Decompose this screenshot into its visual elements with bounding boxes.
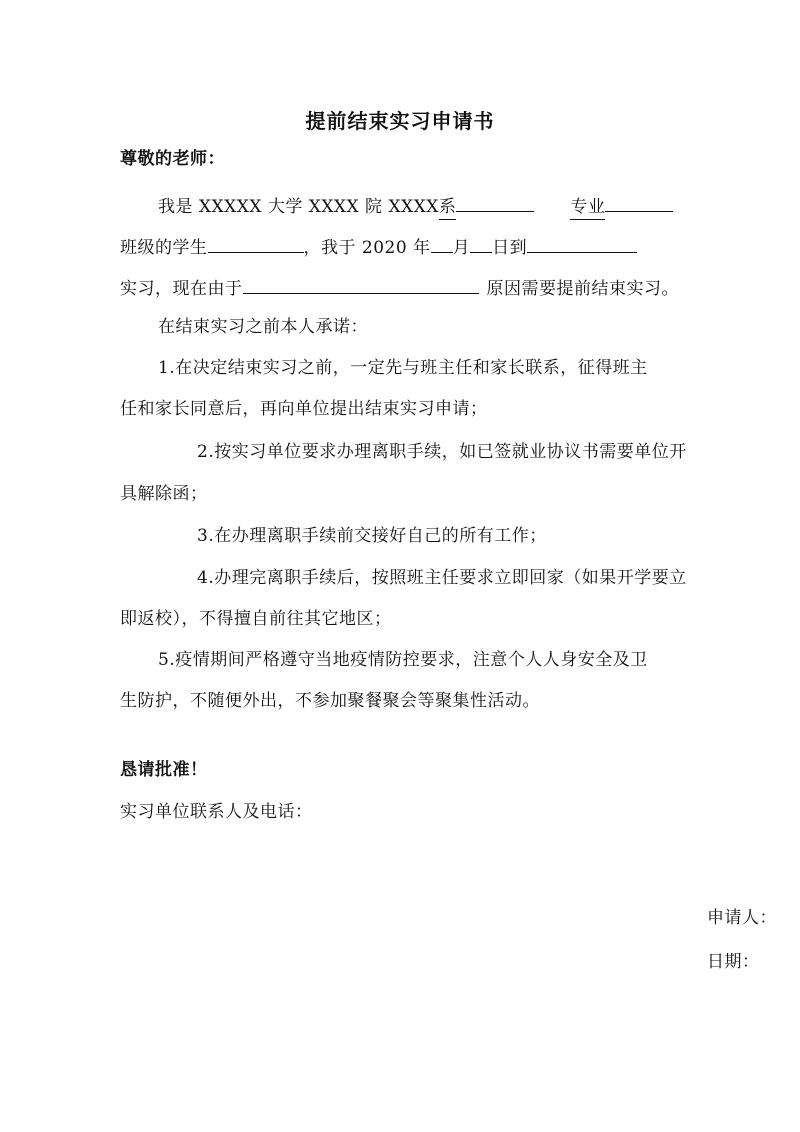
intro-line-1 bbox=[158, 191, 673, 220]
closing-request: 恳请批准！ bbox=[120, 760, 208, 780]
promise-heading: 在结束实习之前本人承诺： bbox=[158, 317, 368, 337]
contact-label: 实习单位联系人及电话： bbox=[120, 802, 313, 822]
reason-prefix: 实习，现在由于 bbox=[120, 279, 243, 299]
month-label: 月 bbox=[452, 238, 471, 258]
department-suffix: 系 bbox=[439, 195, 457, 220]
class-blank bbox=[208, 232, 304, 253]
document-title: 提前结束实习申请书 bbox=[305, 109, 495, 133]
reason-blank bbox=[243, 273, 479, 294]
major-blank bbox=[605, 191, 673, 212]
promise-item-2-line-1: 2.按实习单位要求办理离职手续，如已签就业协议书需要单位开 bbox=[197, 442, 687, 462]
promise-item-4-line-2: 即返校），不得擅自前往其它地区； bbox=[120, 609, 392, 629]
applicant-label: 申请人： bbox=[707, 908, 777, 928]
promise-item-5-line-1: 5.疫情期间严格遵守当地疫情防控要求，注意个人人身安全及卫 bbox=[158, 650, 648, 670]
date-label: 日期： bbox=[707, 952, 760, 972]
year-text: ，我于 2020 年 bbox=[303, 238, 431, 258]
day-blank bbox=[470, 232, 492, 253]
salutation: 尊敬的老师： bbox=[120, 149, 225, 169]
promise-item-1-line-2: 任和家长同意后，再向单位提出结束实习申请； bbox=[120, 399, 488, 419]
intro-line-2 bbox=[120, 232, 637, 260]
intro-identity-text: 我是 XXXXX 大学 XXXX 院 XXXX bbox=[158, 197, 439, 217]
intro-line-3 bbox=[120, 273, 679, 301]
major-label: 专业 bbox=[570, 195, 605, 220]
department-blank bbox=[456, 191, 534, 212]
promise-item-4-line-1: 4.办理完离职手续后，按照班主任要求立即回家（如果开学要立 bbox=[197, 568, 687, 588]
class-label: 班级的学生 bbox=[120, 238, 208, 258]
reason-suffix: 原因需要提前结束实习。 bbox=[486, 279, 679, 299]
promise-item-5-line-2: 生防护，不随便外出，不参加聚餐聚会等聚集性活动。 bbox=[120, 691, 540, 711]
company-blank bbox=[527, 232, 637, 253]
promise-item-1-line-1: 1.在决定结束实习之前，一定先与班主任和家长联系，征得班主 bbox=[158, 358, 648, 378]
month-blank bbox=[431, 232, 453, 253]
promise-item-2-line-2: 具解除函； bbox=[120, 484, 208, 504]
promise-item-3: 3.在办理离职手续前交接好自己的所有工作； bbox=[197, 526, 547, 546]
day-label: 日到 bbox=[492, 238, 528, 258]
